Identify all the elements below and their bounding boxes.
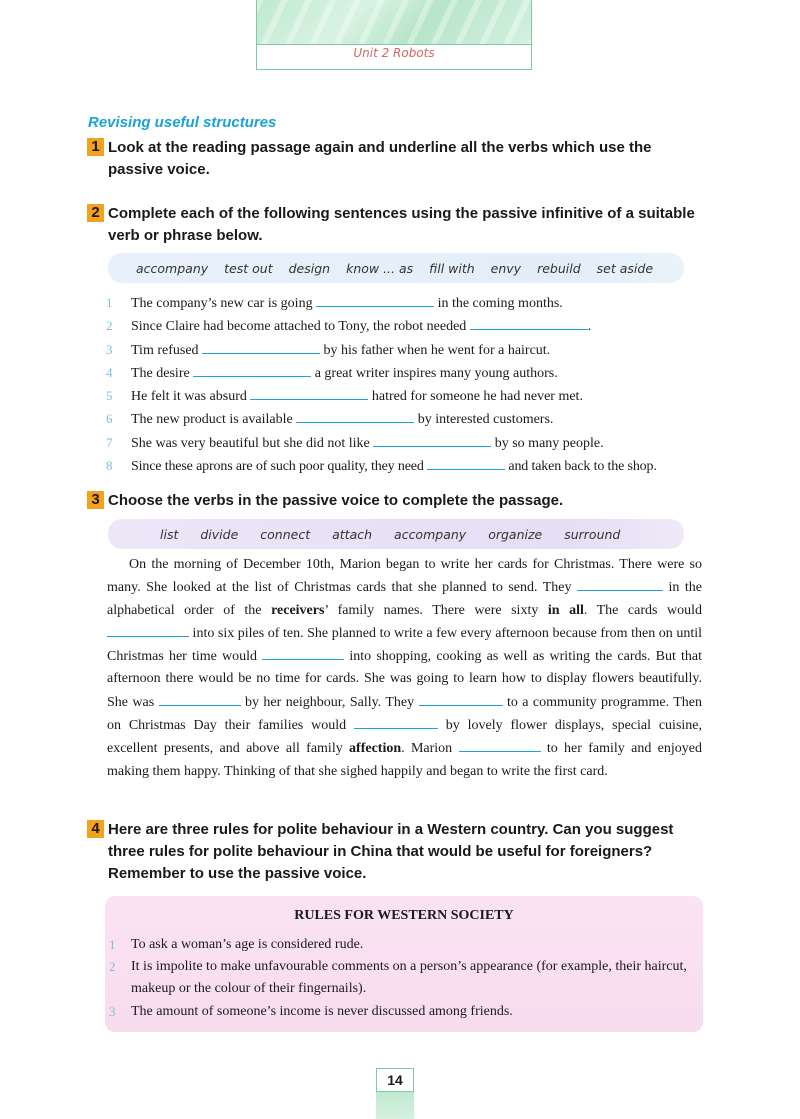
word-option: connect xyxy=(260,526,311,542)
q2-sentence-list xyxy=(106,292,706,478)
rule-item: 1 To ask a woman’s age is considered rude. xyxy=(109,934,699,956)
sentence-item: 2 Since Claire had become attached to Tony, the robot needed . xyxy=(106,315,706,338)
rule-number: 3 xyxy=(109,1004,116,1019)
answer-blank[interactable] xyxy=(159,691,241,706)
word-option: attach xyxy=(332,526,373,542)
answer-blank[interactable] xyxy=(427,455,505,470)
sentence-number: 4 xyxy=(106,364,113,380)
question-number-badge: 4 xyxy=(87,820,104,838)
sentence-item: 5 He felt it was absurd hatred for someone he had never met. xyxy=(106,385,706,408)
word-option: accompany xyxy=(394,526,467,542)
sentence-number: 1 xyxy=(106,295,113,310)
question-number-badge: 1 xyxy=(87,138,104,156)
answer-blank[interactable] xyxy=(107,622,189,637)
answer-blank[interactable] xyxy=(296,408,414,423)
page-number-tab xyxy=(376,1091,414,1119)
question-3 xyxy=(91,490,708,512)
answer-blank[interactable] xyxy=(193,362,311,377)
answer-blank[interactable] xyxy=(419,691,503,706)
question-3-instruction: Choose the verbs in the passive voice to complete the passage. xyxy=(108,492,564,509)
question-number-badge: 2 xyxy=(87,204,104,222)
rule-item: 3 The amount of someone’s income is never discussed among friends. xyxy=(109,1001,699,1023)
sentence-item: 4 The desire a great writer inspires many young authors. xyxy=(106,362,706,385)
word-option: test out xyxy=(224,260,273,276)
word-option: rebuild xyxy=(537,260,581,276)
answer-blank[interactable] xyxy=(316,292,434,307)
word-option: surround xyxy=(564,526,621,542)
question-4 xyxy=(91,819,708,885)
page-number: 14 xyxy=(376,1068,414,1092)
sentence-item: 6 The new product is available by interested customers. xyxy=(106,408,706,431)
question-1 xyxy=(91,137,708,181)
word-option: set aside xyxy=(596,260,654,276)
answer-blank[interactable] xyxy=(354,714,438,729)
unit-banner xyxy=(256,0,532,70)
word-box-q2 xyxy=(108,253,684,283)
rule-number: 1 xyxy=(109,937,116,952)
q3-passage: On the morning of December 10th, Marion began to write her cards for Christmas. There were so many. She looked at the list of Christmas cards that she planned to send. They in the alphabetical order of the receivers’ family names. There were sixty in all. The cards would into six piles of ten. She planned to write a few every afternoon because from then on until Christmas her time would into shopping, cooking as well as writing the cards. But that afternoon there would be no time for cards. She was going to learn how to display flowers beautifully. She was by her neighbour, Sally. They to a community programme. Then on Christmas Day their families would by lovely flower displays, special cuisine, excellent presents, and above all family affection. Marion to her family and enjoyed making them happy. Thinking of that she sighed happily and began to write the first card. xyxy=(107,557,703,779)
rules-box-title: RULES FOR WESTERN SOCIETY xyxy=(294,908,514,923)
sentence-item: 3 Tim refused by his father when he went for a haircut. xyxy=(106,339,706,362)
word-option: design xyxy=(288,260,331,276)
sentence-number: 5 xyxy=(106,388,113,404)
rule-item: 2 It is impolite to make unfavourable comments on a person’s appearance (for example, their haircut, makeup or the colour of their fingernails). xyxy=(109,956,699,1000)
answer-blank[interactable] xyxy=(373,432,491,447)
answer-blank[interactable] xyxy=(202,339,320,354)
sentence-item: 8 Since these aprons are of such poor quality, they need and taken back to the shop. xyxy=(106,455,706,478)
answer-blank[interactable] xyxy=(250,385,368,400)
section-heading: Revising useful structures xyxy=(88,114,277,131)
sentence-number: 6 xyxy=(106,411,113,427)
word-option: list xyxy=(160,526,179,542)
word-option: divide xyxy=(200,526,239,542)
answer-blank[interactable] xyxy=(459,737,541,752)
sentence-number: 3 xyxy=(106,341,113,357)
rules-box xyxy=(105,896,703,1032)
answer-blank[interactable] xyxy=(262,645,344,660)
question-4-instruction: Here are three rules for polite behaviour in a Western country. Can you suggest three rules for polite behaviour in China that would be useful for foreigners? Remember to use the passive voice. xyxy=(108,821,674,882)
sentence-number: 8 xyxy=(106,458,113,474)
word-option: envy xyxy=(490,260,522,276)
question-2 xyxy=(91,203,708,247)
sentence-item: 1 The company’s new car is going in the coming months. xyxy=(106,292,706,315)
unit-title: Unit 2 Robots xyxy=(353,46,435,60)
sentence-number: 7 xyxy=(106,434,113,450)
word-option: accompany xyxy=(136,260,209,276)
sentence-item: 7 She was very beautiful but she did not like by so many people. xyxy=(106,432,706,455)
word-box-q3 xyxy=(108,519,684,549)
question-1-instruction: Look at the reading passage again and underline all the verbs which use the passive voice. xyxy=(108,139,652,178)
answer-blank[interactable] xyxy=(470,315,588,330)
rule-number: 2 xyxy=(109,959,116,974)
banner-decoration xyxy=(257,0,531,44)
word-option: fill with xyxy=(429,260,475,276)
sentence-number: 2 xyxy=(106,318,113,334)
question-2-instruction: Complete each of the following sentences using the passive infinitive of a suitable verb or phrase below. xyxy=(108,205,695,244)
word-option: organize xyxy=(488,526,543,542)
question-number-badge: 3 xyxy=(87,491,104,509)
word-option: know ... as xyxy=(346,260,414,276)
answer-blank[interactable] xyxy=(577,576,663,591)
